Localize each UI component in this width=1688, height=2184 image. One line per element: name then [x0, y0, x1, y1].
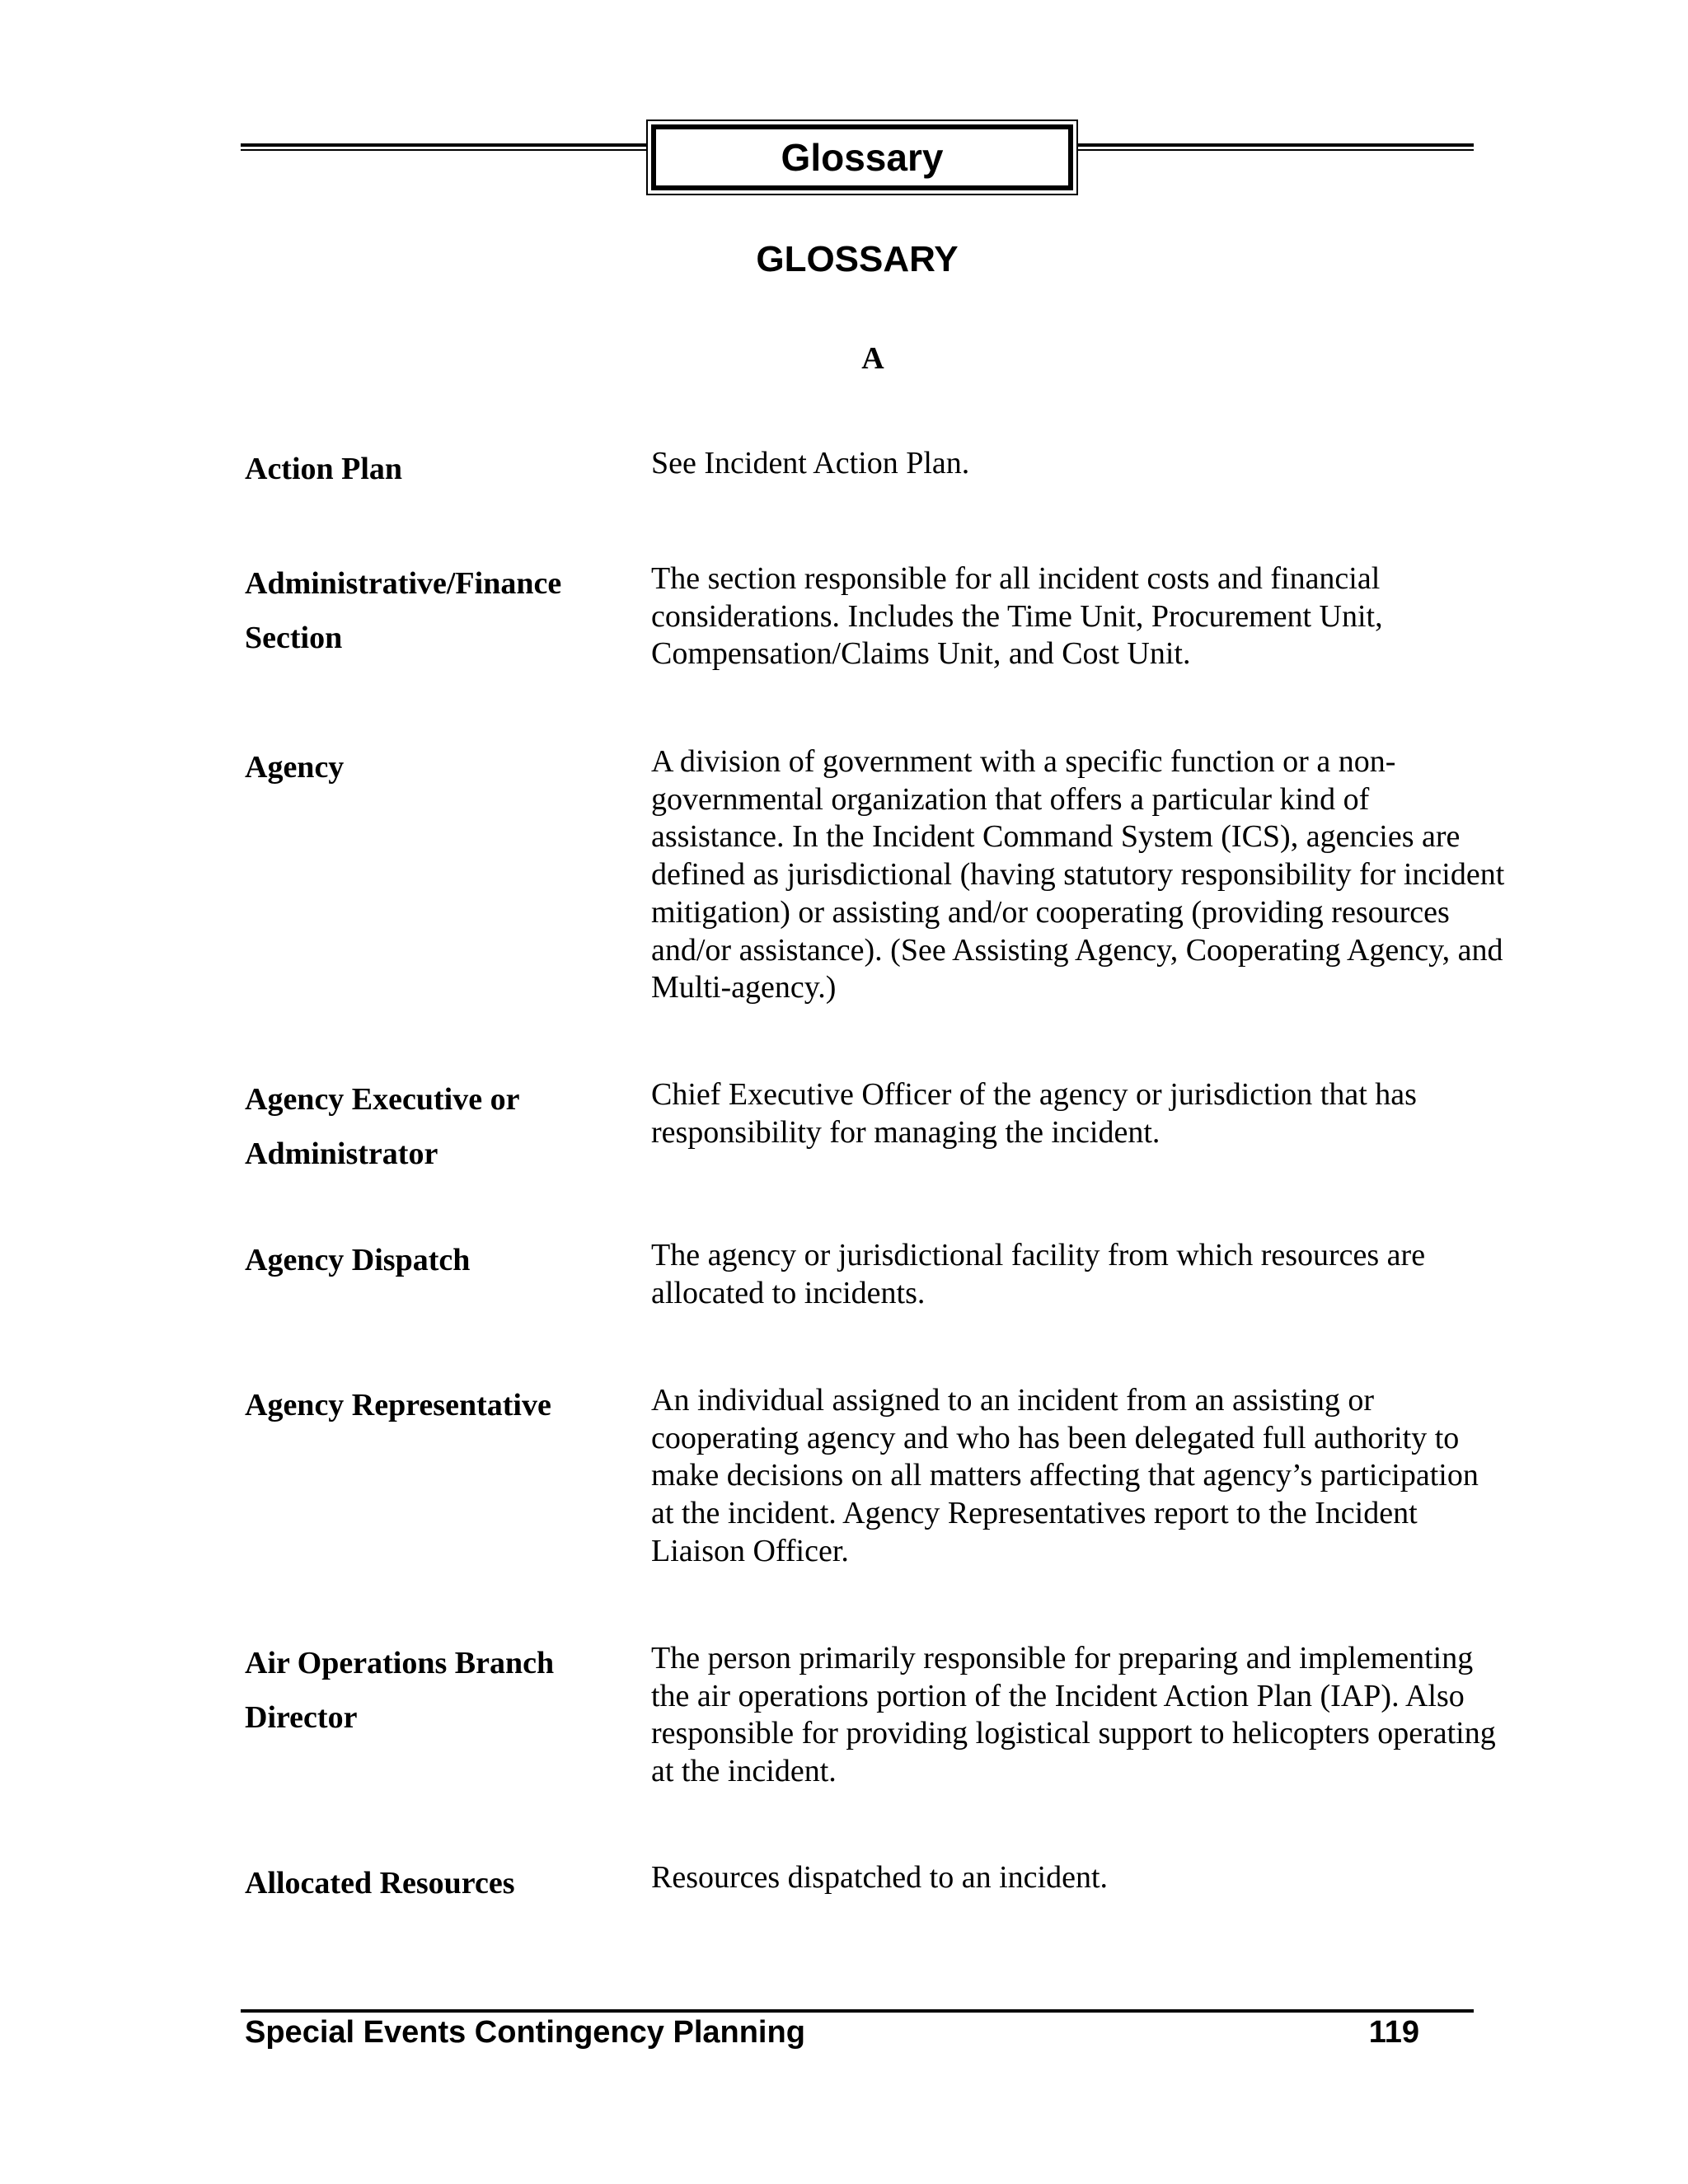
header-rule-left	[241, 143, 647, 151]
glossary-term: Agency Executive or Administrator	[245, 1082, 519, 1171]
page-title: GLOSSARY	[756, 239, 959, 279]
glossary-term: Administrative/Finance Section	[245, 566, 562, 655]
glossary-term: Action Plan	[245, 452, 403, 486]
section-letter: A	[861, 341, 884, 376]
glossary-definition: The agency or jurisdictional facility from which resources are allocated to incidents.	[651, 1238, 1426, 1310]
footer-title: Special Events Contingency Planning	[245, 2015, 805, 2050]
page-number: 119	[1368, 2015, 1419, 2050]
footer-rule	[241, 2009, 1474, 2013]
glossary-term: Agency Dispatch	[245, 1243, 471, 1277]
glossary-term: Air Operations Branch Director	[245, 1646, 555, 1735]
glossary-term: Agency	[245, 750, 345, 785]
glossary-definition: Chief Executive Officer of the agency or jurisdiction that has responsibility for managing the incident.	[651, 1077, 1417, 1150]
glossary-term: Allocated Resources	[245, 1866, 515, 1900]
header-tab-label: Glossary	[651, 124, 1073, 190]
glossary-definition: The person primarily responsible for preparing and implementing the air operations portion of the Incident Action Plan (IAP). Also responsible for providing logistical support to helicopters operating at the incident.	[651, 1641, 1496, 1789]
glossary-definition: An individual assigned to an incident from an assisting or cooperating agency and who has been delegated full authority to make decisions on all matters affecting that agency’s participation at the incident. Agency Representatives report to the Incident Liaison Officer.	[651, 1383, 1479, 1568]
glossary-definition: See Incident Action Plan.	[651, 446, 970, 480]
glossary-definition: A division of government with a specific function or a non-governmental organization that offers a particular kind of assistance. In the Incident Command System (ICS), agencies are defined as jurisdictional (having statutory responsibility for incident mitigation) or assisting and/or cooperating (providing resources and/or assistance). (See Assisting Agency, Cooperating Agency, and Multi-agency.)	[651, 744, 1505, 1005]
glossary-definition: Resources dispatched to an incident.	[651, 1860, 1109, 1895]
header-rule-right	[1078, 143, 1474, 151]
glossary-term: Agency Representative	[245, 1388, 551, 1422]
header-tab	[646, 120, 1078, 195]
glossary-definition: The section responsible for all incident costs and financial considerations. Includes the Time Unit, Procurement Unit, Compensation/Claims Unit, and Cost Unit.	[651, 561, 1383, 672]
